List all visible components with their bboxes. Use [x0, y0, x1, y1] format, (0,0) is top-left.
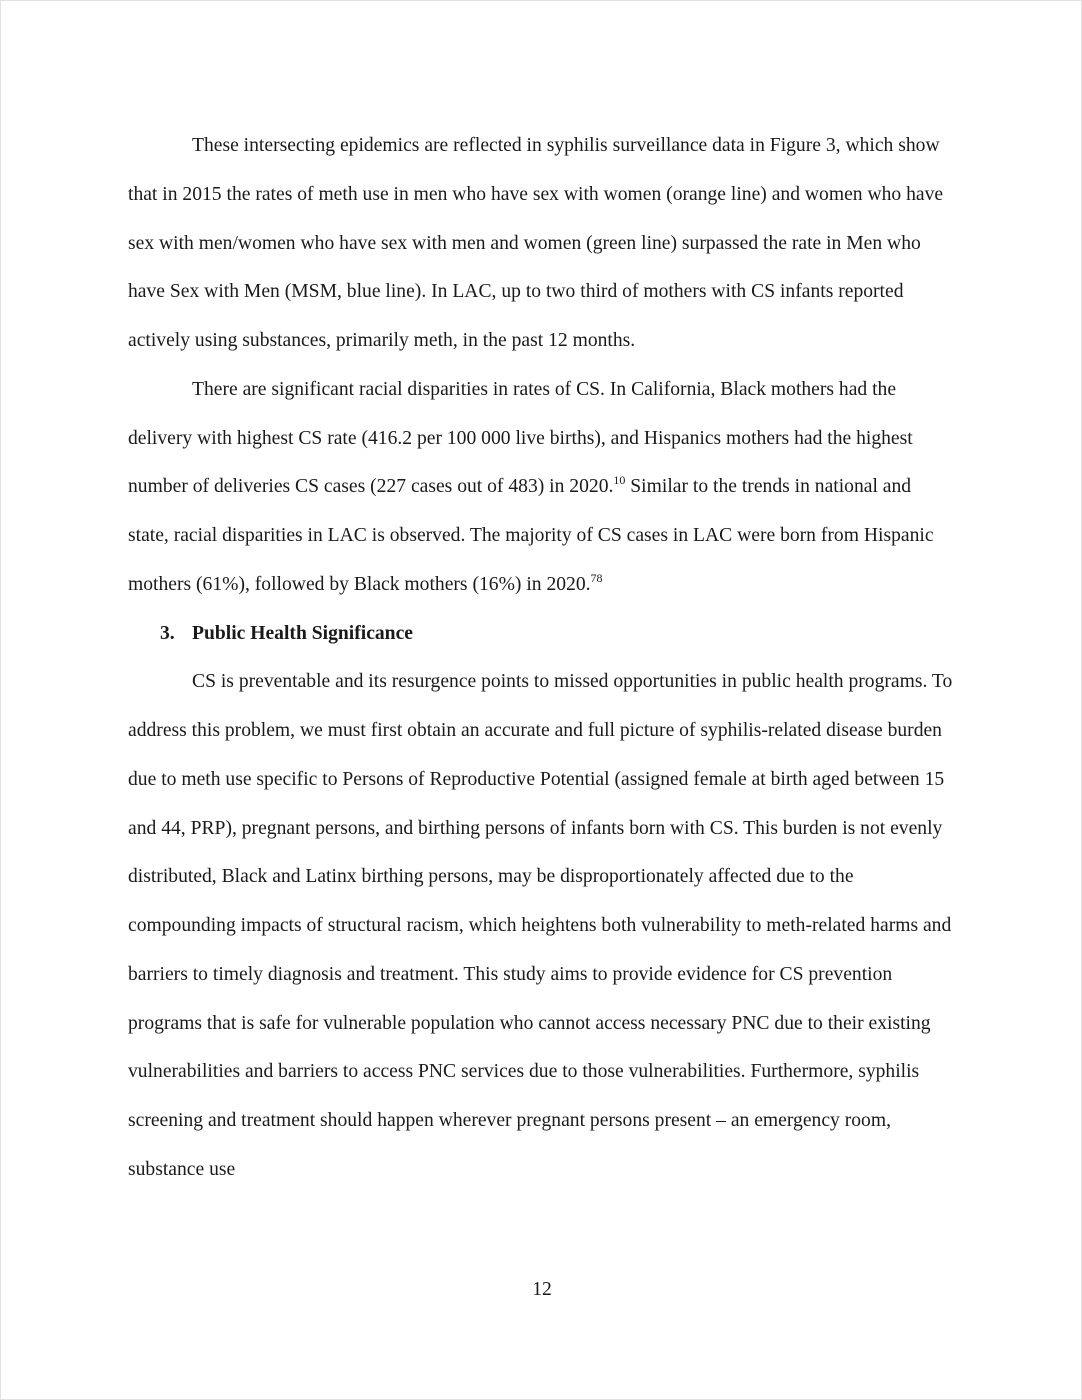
- paragraph-text: There are significant racial disparities in rates of CS. In California, Black mothers had the delivery with highest CS rate (416.2 per 100 000 live births), and Hispanics mothers had the highest number of deliveries CS cases (227 cases out of 483) in 2020.: [128, 378, 913, 498]
- paragraph-racial-disparities: [128, 366, 956, 610]
- paragraph-public-health: [128, 658, 956, 1194]
- citation-superscript: 10: [613, 473, 626, 488]
- page-body: [128, 122, 956, 1195]
- paragraph-meth-epidemics: [128, 122, 956, 366]
- section-heading: [128, 610, 956, 659]
- paragraph-text: These intersecting epidemics are reflected in syphilis surveillance data in Figure 3, which show that in 2015 the rates of meth use in men who have sex with women (orange line) and women who have sex with men/women who have sex with men and women (green line) surpassed the rate in Men who have Sex with Men (MSM, blue line). In LAC, up to two third of mothers with CS infants reported actively using substances, primarily meth, in the past 12 months.: [128, 135, 944, 351]
- paragraph-text: CS is preventable and its resurgence points to missed opportunities in public health programs. To address this problem, we must first obtain an accurate and full picture of syphilis-related disease burden due to meth use specific to Persons of Reproductive Potential (assigned female at birth aged between 15 and 44, PRP), pregnant persons, and birthing persons of infants born with CS. This burden is not evenly distributed, Black and Latinx birthing persons, may be disproportionately affected due to the compounding impacts of structural racism, which heightens both vulnerability to meth-related harms and barriers to timely diagnosis and treatment. This study aims to provide evidence for CS prevention programs that is safe for vulnerable population who cannot access necessary PNC due to their existing vulnerabilities and barriers to access PNC services due to those vulnerabilities. Furthermore, syphilis screening and treatment should happen wherever pregnant persons present – an emergency room, substance use: [128, 671, 953, 1180]
- citation-superscript: 78: [590, 570, 603, 585]
- paragraph-text: Similar to the trends in national and state, racial disparities in LAC is observed. The majority of CS cases in LAC were born from Hispanic mothers (61%), followed by Black mothers (16%) in 2020.: [128, 476, 934, 595]
- section-title: Public Health Significance: [192, 622, 413, 644]
- page-number: 12: [532, 1279, 552, 1300]
- section-number: 3.: [160, 622, 175, 644]
